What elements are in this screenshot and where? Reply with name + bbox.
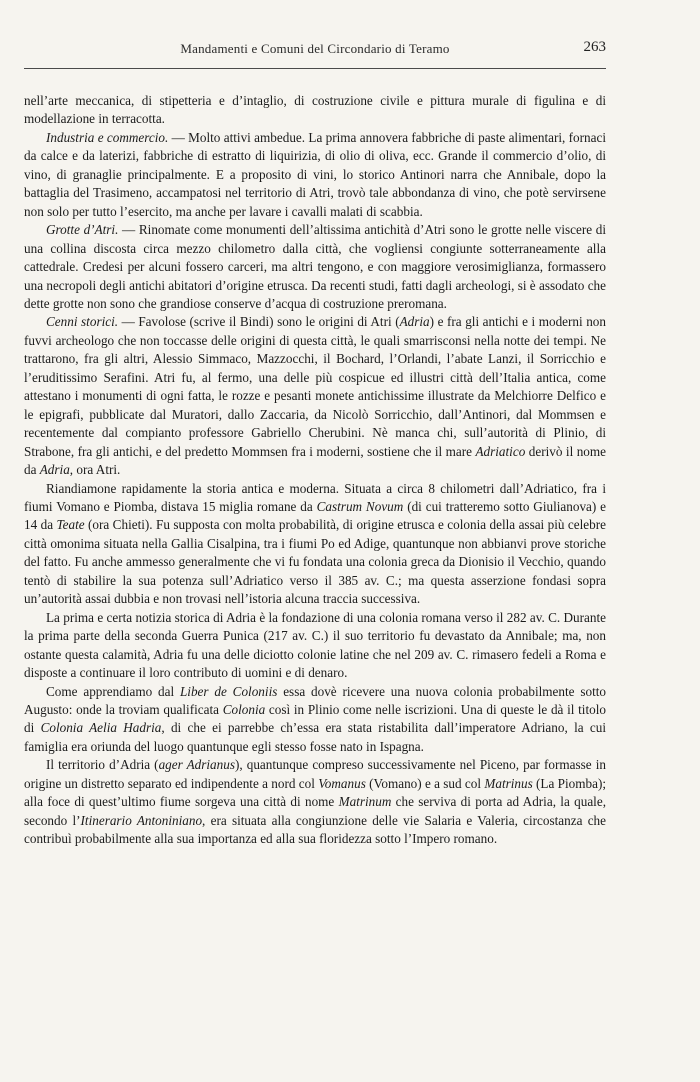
text-run: essa dovè ricevere una nuova colonia probabilmente sotto Augusto: onde la troviam qualificata — [24, 683, 607, 717]
paragraph — [24, 129, 606, 221]
text-run: , di che ei parrebbe ch’essa era stata ristabilita dall’imperatore Adriano, la cui famiglia era oriunda del luogo quantunque egli stesso fosse nato in Ispagna. — [24, 720, 606, 754]
text-run: Il territorio d’Adria ( — [46, 757, 159, 773]
text-run: Riandiamone rapidamente la storia antica e moderna. Situata a circa 8 chilometri dall’Adriatico, fra i fiumi Vomano e Piomba, distava 15 miglia romane da — [24, 480, 606, 514]
body-text — [24, 92, 606, 849]
italic-text: ager Adrianus — [158, 757, 235, 773]
italic-text: Teate — [56, 517, 85, 533]
page-header — [24, 38, 606, 69]
italic-text: Industria e commercio. — [46, 129, 169, 145]
paragraph — [24, 609, 606, 683]
text-run: nell’arte meccanica, di stipetteria e d’intaglio, di costruzione civile e pittura murale di figulina e di modellazione in terracotta. — [24, 93, 606, 127]
paragraph — [24, 756, 606, 848]
text-run: — Molto attivi ambedue. La prima annovera fabbriche di paste alimentari, fornaci da calce e da laterizi, fabbriche di estratto di liquirizia, di olio di oliva, ecc. Grande il commercio d’olio, di vino, di granaglie principalmente. E a proposito di vini, lo storico Antinori narra che Annibale, dopo la battaglia del Trasimeno, accampatosi nel territorio di Atri, trovò tale abbondanza di vino, che potè servirsene non solo per tutto l’esercito, ma anche per lavare i cavalli malati di scabbia. — [24, 129, 607, 219]
italic-text: Matrinus — [484, 775, 533, 791]
italic-text: Adriatico — [475, 443, 526, 459]
paragraph — [24, 92, 606, 129]
italic-text: Adria — [39, 462, 70, 478]
italic-text: Colonia Aelia Hadria — [40, 720, 162, 736]
text-run: (Vomano) e a sud col — [365, 775, 485, 791]
italic-text: Vomanus — [318, 775, 366, 791]
running-head: Mandamenti e Comuni del Circondario di Teramo — [180, 41, 450, 56]
italic-text: Liber de Coloniis — [179, 683, 278, 699]
text-run: (ora Chieti). Fu supposta con molta probabilità, di origine etrusca e colonia della assai più celebre città omonima situata nella Gallia Cisalpina, tra i fiumi Po ed Adige, quantunque non abbianvi prove storiche del fatto. Fu anche ammesso generalmente che vi fu fondata una colonia greca da Dionisio il Vecchio, quando tentò di stabilire la sua potenza sull’Adriatico verso il 385 av. C.; ma questa asserzione fondasi sopra un’autorità assai dubbia e non trovasi nell’istoria alcuna traccia successiva. — [24, 517, 606, 607]
paragraph — [24, 480, 606, 609]
text-run: , ora Atri. — [69, 462, 121, 478]
text-run: derivò il nome da — [24, 443, 607, 478]
italic-text: Grotte d’Atri. — [46, 222, 119, 238]
text-run: , era situata alla congiunzione delle vie Salaria e Valeria, circostanza che contribuì probabilmente alla sua importanza ed alla sua floridezza sotto l’Impero romano. — [24, 812, 606, 847]
italic-text: Itinerario Antoniniano — [80, 812, 203, 828]
text-run: — Rinomate come monumenti dell’altissima antichità d’Atri sono le grotte nelle viscere di una collina discosta circa mezzo chilometro dalla città, che vogliensi congiunte sotterraneamente alla cattedrale. Credesi per alcuni fossero carceri, ma altri tengono, e con maggiore verosimiglianza, formassero una necropoli degli antichi abitatori d’origine etrusca. Da recenti studi, fatti dagli archeologi, si è assodato che dette grotte non sono che grandiose conserve d’acqua di costruzione preromana. — [24, 222, 606, 311]
text-run: ) e fra gli antichi e i moderni non fuvvi archeologo che non toccasse delle origini di questa città, le quali smarrisconsi nella notte dei tempi. Ne trattarono, fra gli altri, Alessio Simmaco, Mazzocchi, il Bochard, l’Orlandi, l’abate Lanzi, il Sorricchio e l’eruditissimo Serafini. Atri fu, al fermo, una delle più cospicue ed illustri città dell’Italia antica, come attestano i monumenti di ogni fatta, le rozze e pesanti monete antichissime illustrate da Melchiorre Delfico e le epigrafi, pubblicate dal Muratori, dallo Zaccaria, da Nicolò Sorricchio, dall’Antinori, dal Mommsen e recentemente dal compianto professore Gabriello Cherubini. Nè manca chi, sull’autorità di Plinio, di Strabone, fra gli antichi, e del predetto Mommsen fra i moderni, sostiene che il mare — [24, 314, 606, 459]
text-run: La prima e certa notizia storica di Adria è la fondazione di una colonia romana verso il 282 av. C. Durante la prima parte della seconda Guerra Punica (217 av. C.) il suo territorio fu devastato da Annibale; ma, non ostante questa calamità, Adria fu una delle diciotto colonie latine che nel 209 av. C. rimasero fedeli a Roma e disposte a continuare il loro contributo di uomini e di denaro. — [24, 609, 606, 681]
paragraph — [24, 683, 606, 757]
text-run: — Favolose (scrive il Bindi) sono le origini di Atri ( — [118, 314, 400, 330]
text-run: (di cui tratteremo sotto Giulianova) e 14 da — [24, 498, 607, 533]
italic-text: Cenni storici. — [46, 314, 119, 330]
italic-text: Adria — [399, 314, 430, 330]
text-run: che serviva di porta ad Adria, la quale, secondo l’ — [24, 794, 606, 828]
italic-text: Colonia — [222, 701, 266, 717]
italic-text: Matrinum — [338, 794, 392, 810]
page-number: 263 — [583, 39, 606, 55]
text-run: Come apprendiamo dal — [46, 683, 180, 699]
text-run: così in Plinio come nelle iscrizioni. Una di queste le dà il titolo di — [24, 701, 606, 736]
text-run: ), quantunque compreso successivamente nel Piceno, par formasse in origine un distretto separato ed indipendente a nord col — [24, 757, 606, 791]
paragraph — [24, 221, 606, 313]
italic-text: Castrum Novum — [316, 498, 404, 514]
text-run: (La Piomba); alla foce di quest’ultimo fiume sorgeva una città di nome — [24, 775, 606, 810]
paragraph — [24, 313, 606, 479]
